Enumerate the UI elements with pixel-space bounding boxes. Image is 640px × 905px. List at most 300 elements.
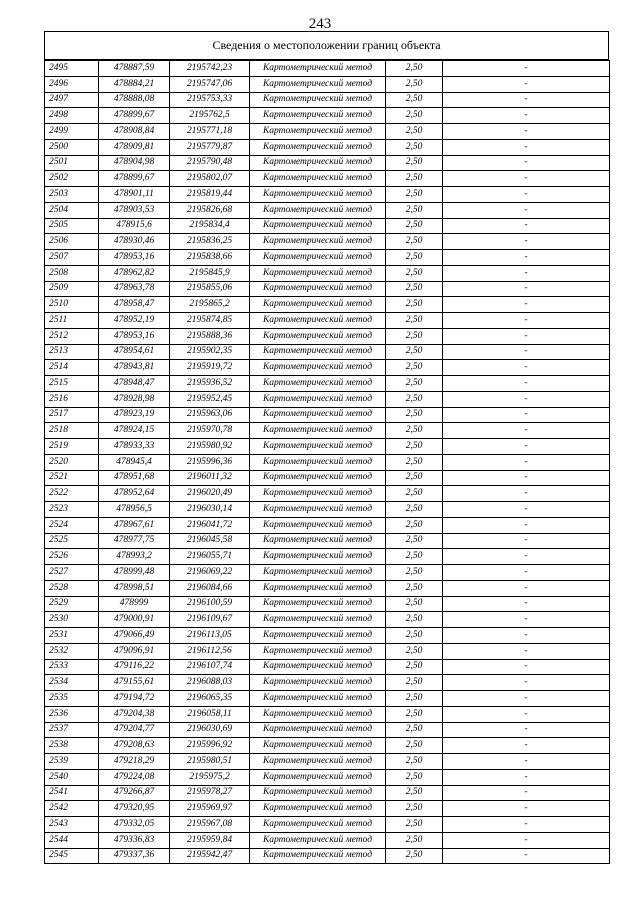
description-cell: - — [443, 549, 610, 565]
point-number-cell: 2538 — [45, 738, 99, 754]
table-row — [45, 265, 610, 281]
accuracy-cell: 2,50 — [386, 250, 443, 266]
description-cell: - — [443, 407, 610, 423]
method-cell: Картометрический метод — [250, 785, 386, 801]
y-coordinate-cell: 2195980,51 — [170, 754, 250, 770]
y-coordinate-cell: 2195845,9 — [170, 265, 250, 281]
accuracy-cell: 2,50 — [386, 691, 443, 707]
description-cell: - — [443, 628, 610, 644]
table-row — [45, 848, 610, 864]
x-coordinate-cell: 478963,78 — [99, 281, 170, 297]
x-coordinate-cell: 478993,2 — [99, 549, 170, 565]
x-coordinate-cell: 479320,95 — [99, 801, 170, 817]
point-number-cell: 2509 — [45, 281, 99, 297]
accuracy-cell: 2,50 — [386, 470, 443, 486]
method-cell: Картометрический метод — [250, 549, 386, 565]
point-number-cell: 2532 — [45, 643, 99, 659]
accuracy-cell: 2,50 — [386, 407, 443, 423]
point-number-cell: 2512 — [45, 328, 99, 344]
y-coordinate-cell: 2195836,25 — [170, 234, 250, 250]
table-row — [45, 817, 610, 833]
point-number-cell: 2495 — [45, 61, 99, 77]
accuracy-cell: 2,50 — [386, 817, 443, 833]
description-cell: - — [443, 108, 610, 124]
x-coordinate-cell: 479208,63 — [99, 738, 170, 754]
table-row — [45, 313, 610, 329]
description-cell: - — [443, 313, 610, 329]
y-coordinate-cell: 2195838,66 — [170, 250, 250, 266]
point-number-cell: 2502 — [45, 171, 99, 187]
method-cell: Картометрический метод — [250, 533, 386, 549]
accuracy-cell: 2,50 — [386, 659, 443, 675]
point-number-cell: 2500 — [45, 139, 99, 155]
method-cell: Картометрический метод — [250, 328, 386, 344]
accuracy-cell: 2,50 — [386, 139, 443, 155]
x-coordinate-cell: 478943,81 — [99, 360, 170, 376]
point-number-cell: 2504 — [45, 202, 99, 218]
y-coordinate-cell: 2196065,35 — [170, 691, 250, 707]
accuracy-cell: 2,50 — [386, 580, 443, 596]
accuracy-cell: 2,50 — [386, 785, 443, 801]
point-number-cell: 2541 — [45, 785, 99, 801]
accuracy-cell: 2,50 — [386, 706, 443, 722]
description-cell: - — [443, 423, 610, 439]
x-coordinate-cell: 478952,19 — [99, 313, 170, 329]
method-cell: Картометрический метод — [250, 124, 386, 140]
method-cell: Картометрический метод — [250, 391, 386, 407]
table-row — [45, 139, 610, 155]
table-row — [45, 344, 610, 360]
description-cell: - — [443, 565, 610, 581]
accuracy-cell: 2,50 — [386, 801, 443, 817]
x-coordinate-cell: 478930,46 — [99, 234, 170, 250]
x-coordinate-cell: 479332,05 — [99, 817, 170, 833]
page-number: 243 — [308, 16, 332, 32]
accuracy-cell: 2,50 — [386, 754, 443, 770]
method-cell: Картометрический метод — [250, 407, 386, 423]
y-coordinate-cell: 2195996,36 — [170, 454, 250, 470]
method-cell: Картометрический метод — [250, 502, 386, 518]
method-cell: Картометрический метод — [250, 265, 386, 281]
x-coordinate-cell: 479266,87 — [99, 785, 170, 801]
point-number-cell: 2540 — [45, 769, 99, 785]
x-coordinate-cell: 479116,22 — [99, 659, 170, 675]
y-coordinate-cell: 2195970,78 — [170, 423, 250, 439]
x-coordinate-cell: 479155,61 — [99, 675, 170, 691]
table-row — [45, 565, 610, 581]
accuracy-cell: 2,50 — [386, 596, 443, 612]
method-cell: Картометрический метод — [250, 439, 386, 455]
table-row — [45, 470, 610, 486]
x-coordinate-cell: 478903,53 — [99, 202, 170, 218]
y-coordinate-cell: 2196055,71 — [170, 549, 250, 565]
accuracy-cell: 2,50 — [386, 218, 443, 234]
point-number-cell: 2497 — [45, 92, 99, 108]
y-coordinate-cell: 2195978,27 — [170, 785, 250, 801]
table-row — [45, 108, 610, 124]
y-coordinate-cell: 2195855,06 — [170, 281, 250, 297]
method-cell: Картометрический метод — [250, 848, 386, 864]
accuracy-cell: 2,50 — [386, 328, 443, 344]
description-cell: - — [443, 234, 610, 250]
table-row — [45, 769, 610, 785]
accuracy-cell: 2,50 — [386, 454, 443, 470]
table-title: Сведения о местоположении границ объекта — [44, 31, 609, 60]
x-coordinate-cell: 478908,84 — [99, 124, 170, 140]
x-coordinate-cell: 479204,77 — [99, 722, 170, 738]
description-cell: - — [443, 706, 610, 722]
y-coordinate-cell: 2195980,92 — [170, 439, 250, 455]
point-number-cell: 2545 — [45, 848, 99, 864]
table-row — [45, 502, 610, 518]
method-cell: Картометрический метод — [250, 470, 386, 486]
description-cell: - — [443, 454, 610, 470]
point-number-cell: 2529 — [45, 596, 99, 612]
table-row — [45, 407, 610, 423]
y-coordinate-cell: 2196011,32 — [170, 470, 250, 486]
method-cell: Картометрический метод — [250, 202, 386, 218]
accuracy-cell: 2,50 — [386, 391, 443, 407]
accuracy-cell: 2,50 — [386, 281, 443, 297]
point-number-cell: 2539 — [45, 754, 99, 770]
accuracy-cell: 2,50 — [386, 628, 443, 644]
point-number-cell: 2514 — [45, 360, 99, 376]
y-coordinate-cell: 2195779,87 — [170, 139, 250, 155]
accuracy-cell: 2,50 — [386, 565, 443, 581]
table-row — [45, 596, 610, 612]
y-coordinate-cell: 2195902,35 — [170, 344, 250, 360]
x-coordinate-cell: 479218,29 — [99, 754, 170, 770]
x-coordinate-cell: 479337,36 — [99, 848, 170, 864]
y-coordinate-cell: 2195790,48 — [170, 155, 250, 171]
point-number-cell: 2544 — [45, 832, 99, 848]
point-number-cell: 2543 — [45, 817, 99, 833]
table-row — [45, 754, 610, 770]
method-cell: Картометрический метод — [250, 61, 386, 77]
y-coordinate-cell: 2195874,85 — [170, 313, 250, 329]
method-cell: Картометрический метод — [250, 171, 386, 187]
point-number-cell: 2536 — [45, 706, 99, 722]
accuracy-cell: 2,50 — [386, 643, 443, 659]
table-row — [45, 801, 610, 817]
table-row — [45, 832, 610, 848]
point-number-cell: 2526 — [45, 549, 99, 565]
method-cell: Картометрический метод — [250, 832, 386, 848]
y-coordinate-cell: 2196109,67 — [170, 612, 250, 628]
point-number-cell: 2537 — [45, 722, 99, 738]
description-cell: - — [443, 281, 610, 297]
accuracy-cell: 2,50 — [386, 675, 443, 691]
description-cell: - — [443, 344, 610, 360]
method-cell: Картометрический метод — [250, 139, 386, 155]
description-cell: - — [443, 155, 610, 171]
table-row — [45, 155, 610, 171]
point-number-cell: 2523 — [45, 502, 99, 518]
point-number-cell: 2534 — [45, 675, 99, 691]
description-cell: - — [443, 391, 610, 407]
accuracy-cell: 2,50 — [386, 502, 443, 518]
table-row — [45, 643, 610, 659]
point-number-cell: 2524 — [45, 517, 99, 533]
point-number-cell: 2520 — [45, 454, 99, 470]
method-cell: Картометрический метод — [250, 706, 386, 722]
point-number-cell: 2503 — [45, 187, 99, 203]
accuracy-cell: 2,50 — [386, 92, 443, 108]
table-row — [45, 659, 610, 675]
description-cell: - — [443, 297, 610, 313]
description-cell: - — [443, 218, 610, 234]
point-number-cell: 2511 — [45, 313, 99, 329]
description-cell: - — [443, 61, 610, 77]
table-row — [45, 628, 610, 644]
x-coordinate-cell: 479194,72 — [99, 691, 170, 707]
accuracy-cell: 2,50 — [386, 124, 443, 140]
method-cell: Картометрический метод — [250, 769, 386, 785]
description-cell: - — [443, 596, 610, 612]
method-cell: Картометрический метод — [250, 675, 386, 691]
y-coordinate-cell: 2195834,4 — [170, 218, 250, 234]
table-row — [45, 785, 610, 801]
x-coordinate-cell: 478951,68 — [99, 470, 170, 486]
table-row — [45, 61, 610, 77]
method-cell: Картометрический метод — [250, 281, 386, 297]
table-row — [45, 612, 610, 628]
description-cell: - — [443, 250, 610, 266]
table-row — [45, 281, 610, 297]
description-cell: - — [443, 533, 610, 549]
description-cell: - — [443, 502, 610, 518]
y-coordinate-cell: 2195967,08 — [170, 817, 250, 833]
method-cell: Картометрический метод — [250, 423, 386, 439]
y-coordinate-cell: 2195762,5 — [170, 108, 250, 124]
method-cell: Картометрический метод — [250, 643, 386, 659]
y-coordinate-cell: 2195952,45 — [170, 391, 250, 407]
table-row — [45, 549, 610, 565]
method-cell: Картометрический метод — [250, 155, 386, 171]
coordinates-sheet — [44, 31, 609, 864]
table-row — [45, 171, 610, 187]
description-cell: - — [443, 517, 610, 533]
accuracy-cell: 2,50 — [386, 517, 443, 533]
y-coordinate-cell: 2195888,36 — [170, 328, 250, 344]
method-cell: Картометрический метод — [250, 565, 386, 581]
x-coordinate-cell: 478948,47 — [99, 376, 170, 392]
x-coordinate-cell: 478888,08 — [99, 92, 170, 108]
accuracy-cell: 2,50 — [386, 423, 443, 439]
table-row — [45, 250, 610, 266]
description-cell: - — [443, 171, 610, 187]
method-cell: Картометрический метод — [250, 486, 386, 502]
accuracy-cell: 2,50 — [386, 202, 443, 218]
accuracy-cell: 2,50 — [386, 108, 443, 124]
accuracy-cell: 2,50 — [386, 360, 443, 376]
description-cell: - — [443, 643, 610, 659]
point-number-cell: 2515 — [45, 376, 99, 392]
accuracy-cell: 2,50 — [386, 155, 443, 171]
x-coordinate-cell: 479066,49 — [99, 628, 170, 644]
method-cell: Картометрический метод — [250, 376, 386, 392]
table-row — [45, 486, 610, 502]
table-row — [45, 706, 610, 722]
method-cell: Картометрический метод — [250, 722, 386, 738]
accuracy-cell: 2,50 — [386, 76, 443, 92]
table-row — [45, 376, 610, 392]
y-coordinate-cell: 2196069,22 — [170, 565, 250, 581]
method-cell: Картометрический метод — [250, 817, 386, 833]
table-row — [45, 218, 610, 234]
x-coordinate-cell: 478998,51 — [99, 580, 170, 596]
x-coordinate-cell: 478956,5 — [99, 502, 170, 518]
table-row — [45, 391, 610, 407]
point-number-cell: 2530 — [45, 612, 99, 628]
description-cell: - — [443, 801, 610, 817]
description-cell: - — [443, 769, 610, 785]
point-number-cell: 2498 — [45, 108, 99, 124]
point-number-cell: 2542 — [45, 801, 99, 817]
y-coordinate-cell: 2195742,23 — [170, 61, 250, 77]
method-cell: Картометрический метод — [250, 360, 386, 376]
x-coordinate-cell: 478904,98 — [99, 155, 170, 171]
accuracy-cell: 2,50 — [386, 171, 443, 187]
x-coordinate-cell: 478962,82 — [99, 265, 170, 281]
description-cell: - — [443, 124, 610, 140]
method-cell: Картометрический метод — [250, 691, 386, 707]
point-number-cell: 2533 — [45, 659, 99, 675]
method-cell: Картометрический метод — [250, 297, 386, 313]
method-cell: Картометрический метод — [250, 659, 386, 675]
description-cell: - — [443, 722, 610, 738]
accuracy-cell: 2,50 — [386, 439, 443, 455]
accuracy-cell: 2,50 — [386, 234, 443, 250]
table-row — [45, 360, 610, 376]
table-row — [45, 187, 610, 203]
table-row — [45, 92, 610, 108]
description-cell: - — [443, 439, 610, 455]
accuracy-cell: 2,50 — [386, 265, 443, 281]
description-cell: - — [443, 754, 610, 770]
y-coordinate-cell: 2196045,58 — [170, 533, 250, 549]
table-row — [45, 454, 610, 470]
x-coordinate-cell: 478915,6 — [99, 218, 170, 234]
point-number-cell: 2516 — [45, 391, 99, 407]
description-cell: - — [443, 376, 610, 392]
description-cell: - — [443, 659, 610, 675]
x-coordinate-cell: 479336,83 — [99, 832, 170, 848]
method-cell: Картометрический метод — [250, 92, 386, 108]
accuracy-cell: 2,50 — [386, 612, 443, 628]
method-cell: Картометрический метод — [250, 580, 386, 596]
method-cell: Картометрический метод — [250, 454, 386, 470]
y-coordinate-cell: 2195771,18 — [170, 124, 250, 140]
description-cell: - — [443, 328, 610, 344]
table-row — [45, 533, 610, 549]
x-coordinate-cell: 478923,19 — [99, 407, 170, 423]
x-coordinate-cell: 478999,48 — [99, 565, 170, 581]
point-number-cell: 2510 — [45, 297, 99, 313]
x-coordinate-cell: 478953,16 — [99, 250, 170, 266]
table-row — [45, 202, 610, 218]
point-number-cell: 2507 — [45, 250, 99, 266]
y-coordinate-cell: 2195819,44 — [170, 187, 250, 203]
x-coordinate-cell: 478899,67 — [99, 171, 170, 187]
table-body — [45, 61, 610, 864]
y-coordinate-cell: 2196112,56 — [170, 643, 250, 659]
y-coordinate-cell: 2196107,74 — [170, 659, 250, 675]
description-cell: - — [443, 139, 610, 155]
x-coordinate-cell: 478945,4 — [99, 454, 170, 470]
y-coordinate-cell: 2196030,14 — [170, 502, 250, 518]
x-coordinate-cell: 478999 — [99, 596, 170, 612]
accuracy-cell: 2,50 — [386, 832, 443, 848]
method-cell: Картометрический метод — [250, 187, 386, 203]
y-coordinate-cell: 2196030,69 — [170, 722, 250, 738]
y-coordinate-cell: 2195959,84 — [170, 832, 250, 848]
accuracy-cell: 2,50 — [386, 61, 443, 77]
method-cell: Картометрический метод — [250, 612, 386, 628]
y-coordinate-cell: 2196088,03 — [170, 675, 250, 691]
table-row — [45, 738, 610, 754]
point-number-cell: 2506 — [45, 234, 99, 250]
y-coordinate-cell: 2195802,07 — [170, 171, 250, 187]
method-cell: Картометрический метод — [250, 344, 386, 360]
y-coordinate-cell: 2195919,72 — [170, 360, 250, 376]
table-row — [45, 124, 610, 140]
description-cell: - — [443, 848, 610, 864]
point-number-cell: 2513 — [45, 344, 99, 360]
y-coordinate-cell: 2196100,59 — [170, 596, 250, 612]
x-coordinate-cell: 478953,16 — [99, 328, 170, 344]
method-cell: Картометрический метод — [250, 250, 386, 266]
accuracy-cell: 2,50 — [386, 549, 443, 565]
x-coordinate-cell: 478928,98 — [99, 391, 170, 407]
method-cell: Картометрический метод — [250, 517, 386, 533]
point-number-cell: 2525 — [45, 533, 99, 549]
accuracy-cell: 2,50 — [386, 769, 443, 785]
description-cell: - — [443, 738, 610, 754]
description-cell: - — [443, 580, 610, 596]
method-cell: Картометрический метод — [250, 108, 386, 124]
accuracy-cell: 2,50 — [386, 848, 443, 864]
x-coordinate-cell: 478901,11 — [99, 187, 170, 203]
table-row — [45, 234, 610, 250]
method-cell: Картометрический метод — [250, 218, 386, 234]
accuracy-cell: 2,50 — [386, 187, 443, 203]
y-coordinate-cell: 2196058,11 — [170, 706, 250, 722]
y-coordinate-cell: 2196020,49 — [170, 486, 250, 502]
y-coordinate-cell: 2195942,47 — [170, 848, 250, 864]
y-coordinate-cell: 2195975,2 — [170, 769, 250, 785]
method-cell: Картометрический метод — [250, 234, 386, 250]
point-number-cell: 2528 — [45, 580, 99, 596]
table-row — [45, 675, 610, 691]
y-coordinate-cell: 2195826,68 — [170, 202, 250, 218]
point-number-cell: 2531 — [45, 628, 99, 644]
method-cell: Картометрический метод — [250, 313, 386, 329]
point-number-cell: 2521 — [45, 470, 99, 486]
table-row — [45, 76, 610, 92]
y-coordinate-cell: 2196041,72 — [170, 517, 250, 533]
x-coordinate-cell: 478933,33 — [99, 439, 170, 455]
x-coordinate-cell: 479096,91 — [99, 643, 170, 659]
point-number-cell: 2519 — [45, 439, 99, 455]
description-cell: - — [443, 470, 610, 486]
table-row — [45, 439, 610, 455]
point-number-cell: 2508 — [45, 265, 99, 281]
y-coordinate-cell: 2195969,97 — [170, 801, 250, 817]
method-cell: Картометрический метод — [250, 596, 386, 612]
y-coordinate-cell: 2195963,06 — [170, 407, 250, 423]
y-coordinate-cell: 2195747,06 — [170, 76, 250, 92]
